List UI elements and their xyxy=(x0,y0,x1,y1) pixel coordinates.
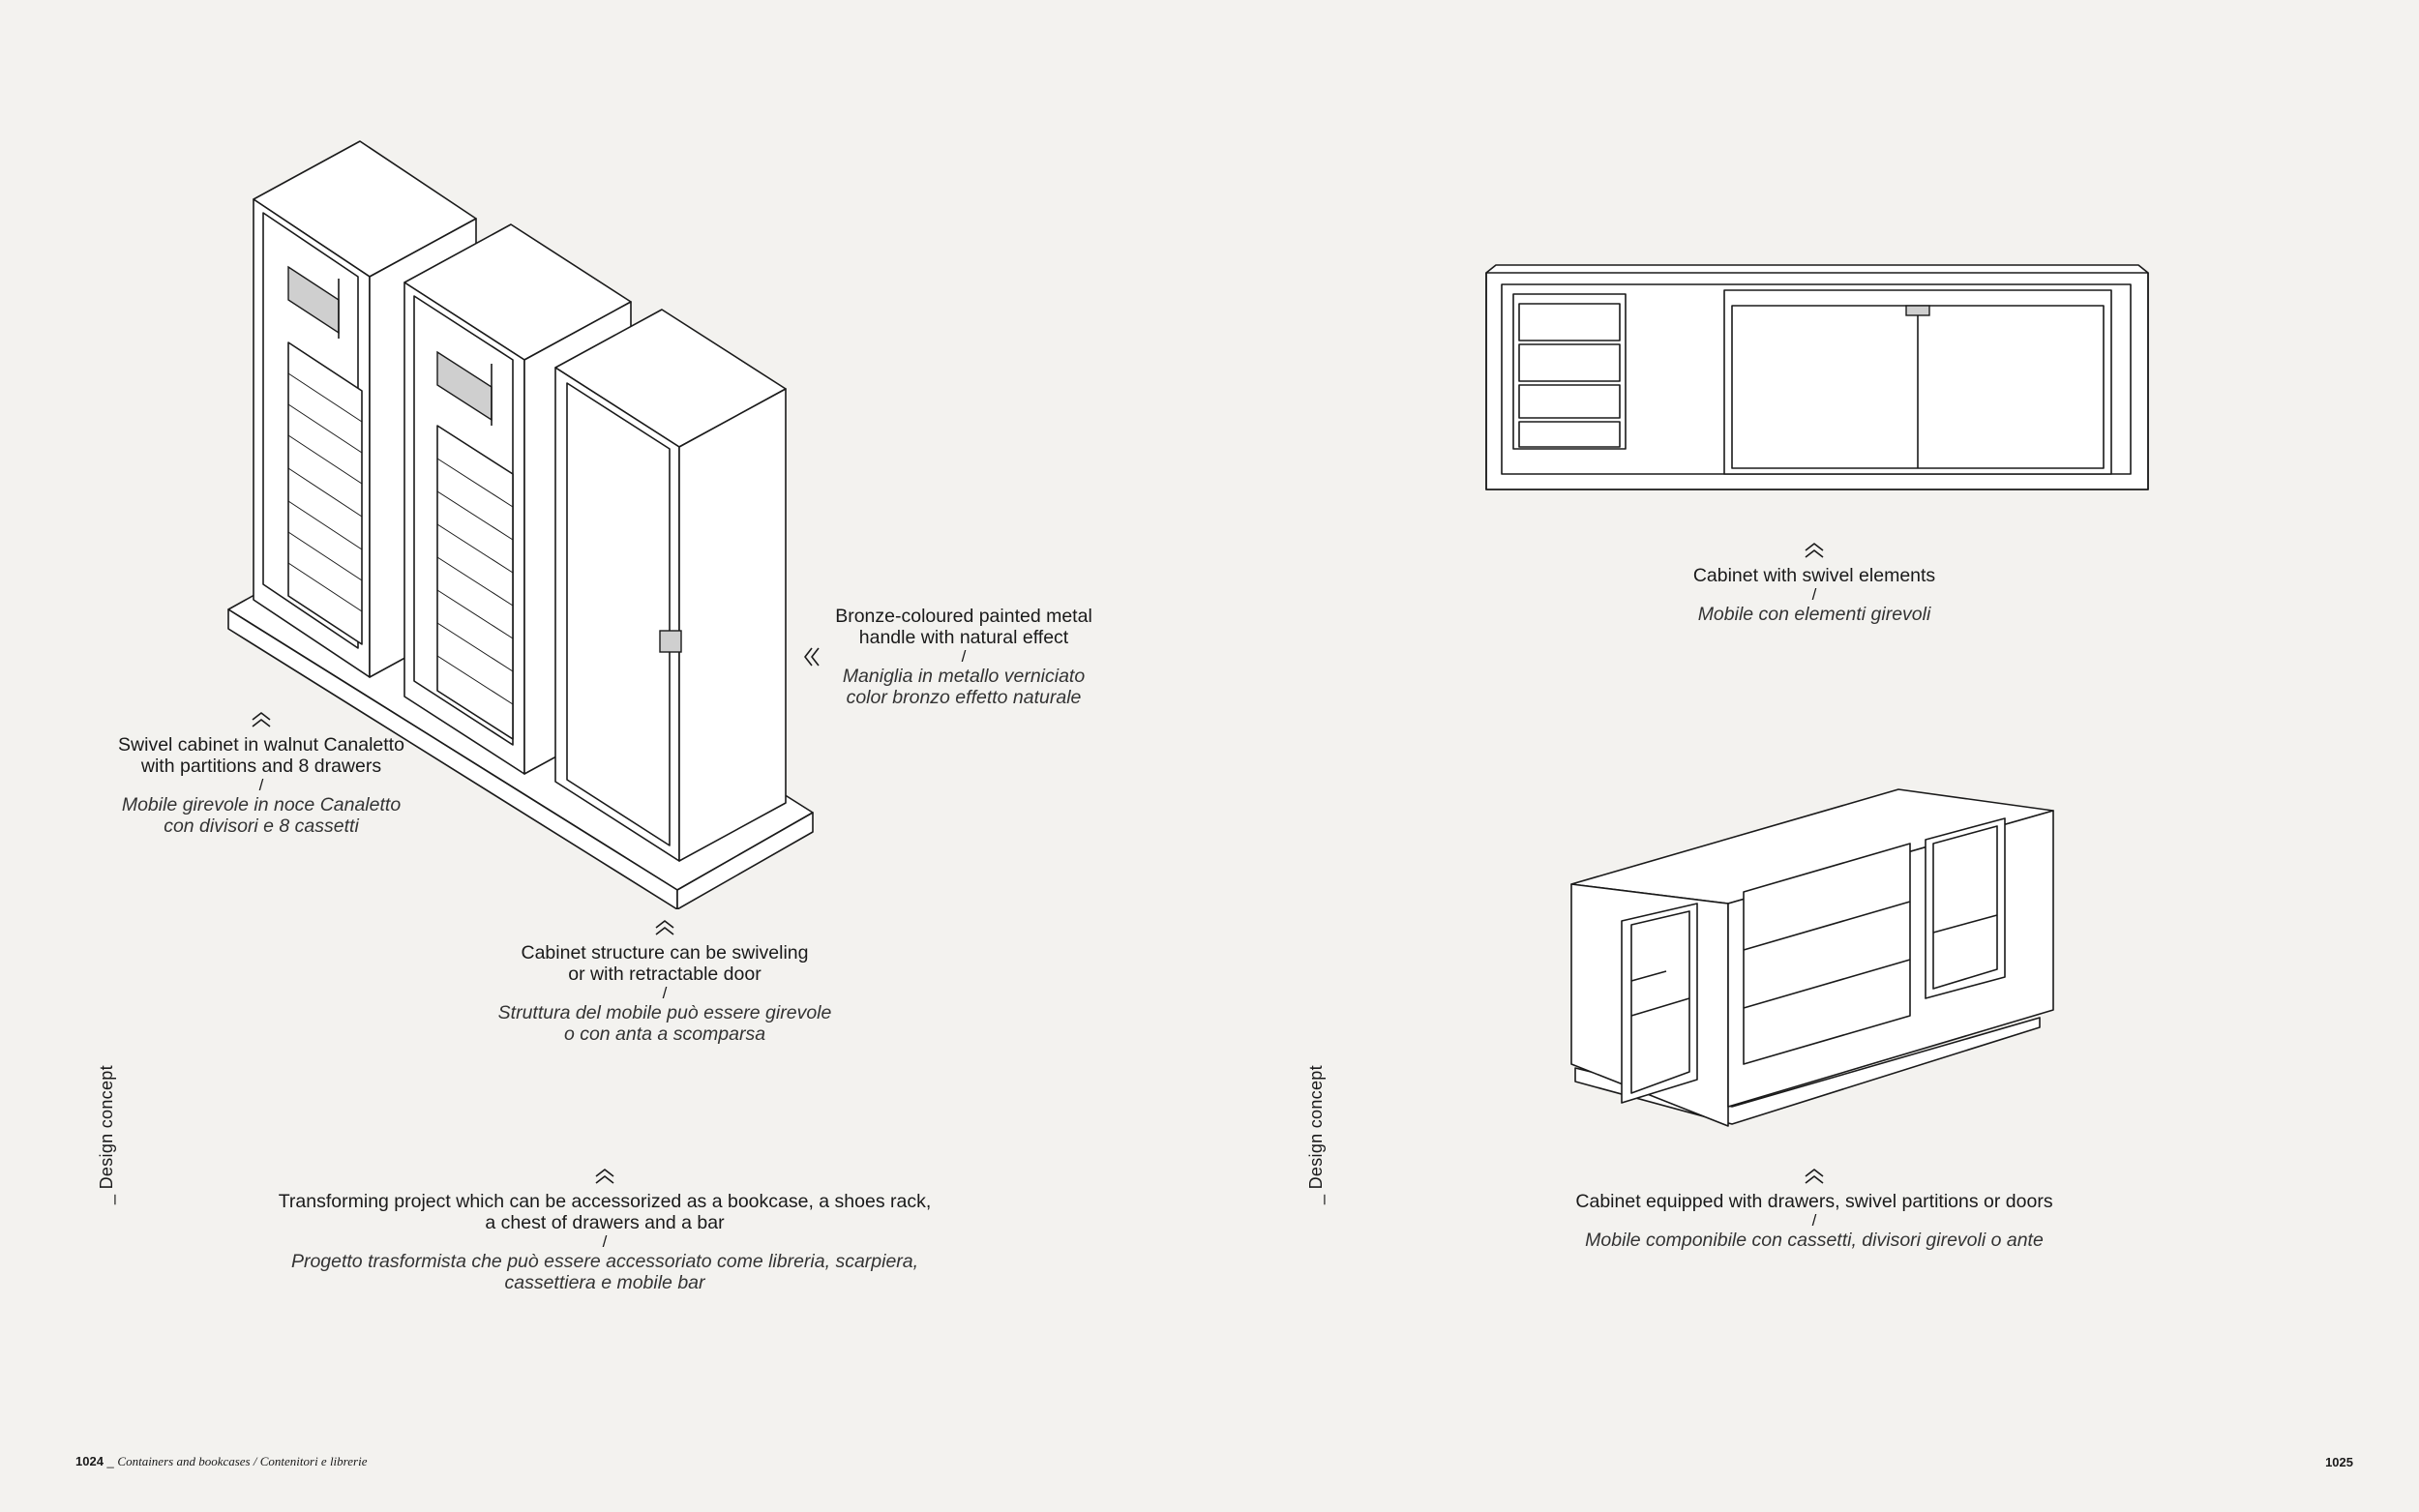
side-label: _ Design concept xyxy=(1306,1065,1326,1204)
double-chevron-up-icon xyxy=(654,919,675,936)
bronze-handle-icon xyxy=(660,631,681,652)
caption-swivel-elements xyxy=(1621,542,2008,625)
sideboard-drawing xyxy=(1569,787,2063,1145)
caption-it: Struttura del mobile può essere girevole o con anta a scomparsa xyxy=(497,1002,832,1045)
double-chevron-up-icon xyxy=(1804,1168,1825,1185)
caption-en: Swivel cabinet in walnut Canaletto with partitions and 8 drawers xyxy=(118,734,404,777)
double-chevron-up-icon xyxy=(251,711,272,728)
caption-it: Mobile girevole in noce Canaletto con divisori e 8 cassetti xyxy=(121,794,402,837)
caption-en: Cabinet equipped with drawers, swivel partitions or doors xyxy=(1575,1191,2053,1212)
folio-left xyxy=(75,1454,367,1469)
caption-slash: / xyxy=(1811,1211,1817,1230)
cabinet-closed xyxy=(555,310,786,861)
caption-slash: / xyxy=(1811,585,1817,604)
caption-slash: / xyxy=(602,1232,608,1251)
caption-cabinet-structure xyxy=(452,919,878,1045)
caption-slash: / xyxy=(961,647,967,666)
page-number: 1024 xyxy=(75,1454,104,1468)
caption-it: Maniglia in metallo verniciato color bronzo effetto naturale xyxy=(842,666,1086,708)
caption-it: Progetto trasformista che può essere accessoriato come libreria, scarpiera, cassettiera e mobile bar xyxy=(290,1251,919,1293)
caption-en: Transforming project which can be accessorized as a bookcase, a shoes rack, a chest of drawers and a bar xyxy=(278,1191,932,1233)
caption-en: Cabinet structure can be swiveling or with retractable door xyxy=(521,942,809,985)
caption-swivel-cabinet xyxy=(77,711,445,837)
right-page xyxy=(1210,0,2419,1512)
caption-drawers-partitions-doors xyxy=(1548,1168,2080,1251)
caption-en: Bronze-coloured painted metal handle with natural effect xyxy=(835,606,1092,648)
caption-it: Mobile componibile con cassetti, divisori girevoli o ante xyxy=(1585,1230,2044,1251)
double-chevron-up-icon xyxy=(1804,542,1825,559)
page-number: 1025 xyxy=(2325,1455,2353,1469)
folio-separator: _ xyxy=(106,1454,114,1468)
caption-bronze-handle xyxy=(799,606,1128,708)
double-chevron-left-icon xyxy=(803,646,821,667)
caption-slash: / xyxy=(662,984,668,1002)
caption-it: Mobile con elementi girevoli xyxy=(1697,604,1931,625)
double-chevron-up-icon xyxy=(594,1168,615,1185)
caption-en: Cabinet with swivel elements xyxy=(1692,565,1936,586)
folio-right xyxy=(2325,1455,2353,1469)
caption-slash: / xyxy=(258,776,264,794)
side-label: _ Design concept xyxy=(97,1065,116,1204)
swivel-wall-cabinet-drawing xyxy=(1484,263,2152,493)
caption-transforming-project xyxy=(218,1168,992,1293)
section-title: Containers and bookcases / Contenitori e librerie xyxy=(117,1454,368,1468)
